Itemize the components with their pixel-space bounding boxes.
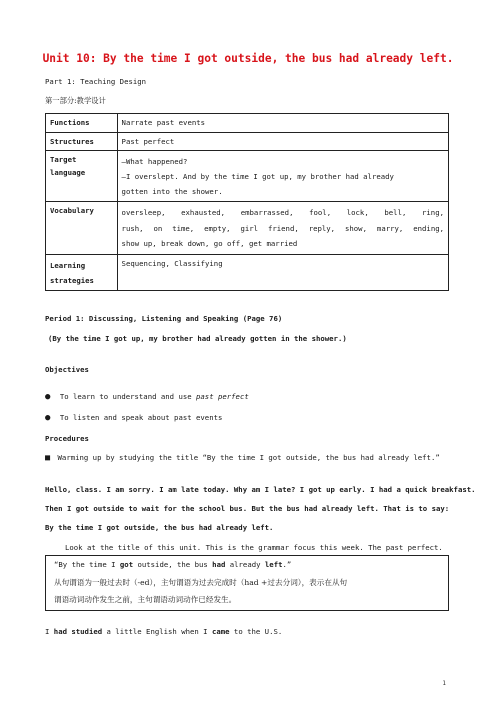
warmup-item bbox=[45, 453, 440, 463]
note-text: already bbox=[225, 560, 265, 569]
target-label-line: Target bbox=[50, 155, 77, 165]
note-text: outside, the bus bbox=[133, 560, 213, 569]
teaching-design-table bbox=[45, 113, 449, 291]
procedures-heading: Procedures bbox=[45, 434, 89, 443]
table-row bbox=[46, 151, 449, 202]
note-text-bold: left bbox=[264, 560, 283, 569]
objective-italic: past perfect bbox=[196, 392, 249, 401]
learning-label bbox=[46, 254, 118, 290]
objectives-heading: Objectives bbox=[45, 365, 89, 374]
page-number: 1 bbox=[442, 680, 446, 687]
example-line bbox=[45, 627, 282, 637]
table-row bbox=[46, 202, 449, 255]
note-text: .” bbox=[282, 560, 292, 569]
note-cn-line: 从句谓语为一般过去时（-ed），主句谓语为过去完成时（had +过去分词），表示在从句 bbox=[54, 578, 348, 587]
target-label-line: language bbox=[50, 167, 86, 177]
page-title: Unit 10: By the time I got outside, the bus had already left. bbox=[42, 52, 454, 65]
bullet-icon: ● bbox=[45, 392, 51, 402]
note-example bbox=[54, 558, 440, 571]
functions-label: Functions bbox=[46, 114, 118, 133]
look-line: Look at the title of this unit. This is the grammar focus this week. The past perfect. bbox=[65, 543, 443, 552]
objective-item bbox=[45, 413, 222, 423]
target-label bbox=[46, 151, 118, 202]
learning-label-line: Learning bbox=[50, 260, 86, 270]
part-heading: Part 1: Teaching Design bbox=[45, 77, 147, 86]
structures-label: Structures bbox=[46, 132, 118, 151]
table-row bbox=[46, 254, 449, 290]
target-value bbox=[117, 151, 448, 202]
warmup-text: Warming up by studying the title “By the time I got outside, the bus had already left.” bbox=[57, 453, 440, 462]
vocab-label: Vocabulary bbox=[46, 202, 118, 255]
table-row bbox=[46, 556, 449, 611]
structures-value: Past perfect bbox=[117, 132, 448, 151]
period-subheading: (By the time I got up, my brother had already gotten in the shower.) bbox=[48, 334, 347, 343]
dialog-line: By the time I got outside, the bus had already left. bbox=[45, 523, 274, 532]
example-text: to the U.S. bbox=[229, 627, 283, 636]
vocab-value bbox=[117, 202, 448, 255]
example-text-bold: had studied bbox=[53, 627, 103, 636]
note-text-bold: got bbox=[119, 560, 134, 569]
target-line: —What happened? bbox=[121, 157, 188, 167]
table-row bbox=[46, 114, 449, 133]
vocab-line: oversleep, exhausted, embarrassed, fool, lock, bell, ring, bbox=[121, 208, 444, 218]
objective-text: To listen and speak about past events bbox=[59, 413, 223, 422]
example-text: I bbox=[45, 627, 54, 636]
note-text: “By the time I bbox=[54, 560, 120, 569]
learning-label-line: strategies bbox=[50, 275, 94, 285]
example-text: a little English when I bbox=[102, 627, 212, 636]
objective-text: To learn to understand and use bbox=[59, 392, 197, 401]
target-line: —I overslept. And by the time I got up, my brother had already bbox=[121, 172, 394, 182]
vocab-line: rush, on time, empty, girl friend, reply, show, marry, ending, bbox=[121, 223, 444, 233]
target-line: gotten into the shower. bbox=[121, 187, 223, 197]
dialog-line: Then I got outside to wait for the school bus. But the bus had already left. That is to say: bbox=[45, 504, 450, 513]
objective-item bbox=[45, 392, 249, 402]
dialog-line: Hello, class. I am sorry. I am late today. Why am I late? I got up early. I had a quick breakfast. bbox=[45, 485, 476, 494]
grammar-note-box bbox=[45, 555, 449, 611]
part-heading-cn: 第一部分:教学设计 bbox=[45, 96, 106, 105]
note-cn-line: 谓语动词动作发生之前，主句谓语动词动作已经发生。 bbox=[54, 595, 237, 604]
functions-value: Narrate past events bbox=[117, 114, 448, 133]
grammar-note-cell bbox=[46, 556, 449, 611]
note-text-bold: had bbox=[212, 560, 226, 569]
vocab-line: show up, break down, go off, get married bbox=[121, 239, 298, 249]
learning-value: Sequencing, Classifying bbox=[117, 254, 448, 290]
period-heading: Period 1: Discussing, Listening and Speaking (Page 76) bbox=[45, 314, 283, 323]
square-bullet-icon: ■ bbox=[45, 453, 51, 463]
table-row bbox=[46, 132, 449, 151]
example-text-bold: came bbox=[211, 627, 230, 636]
bullet-icon: ● bbox=[45, 413, 51, 423]
